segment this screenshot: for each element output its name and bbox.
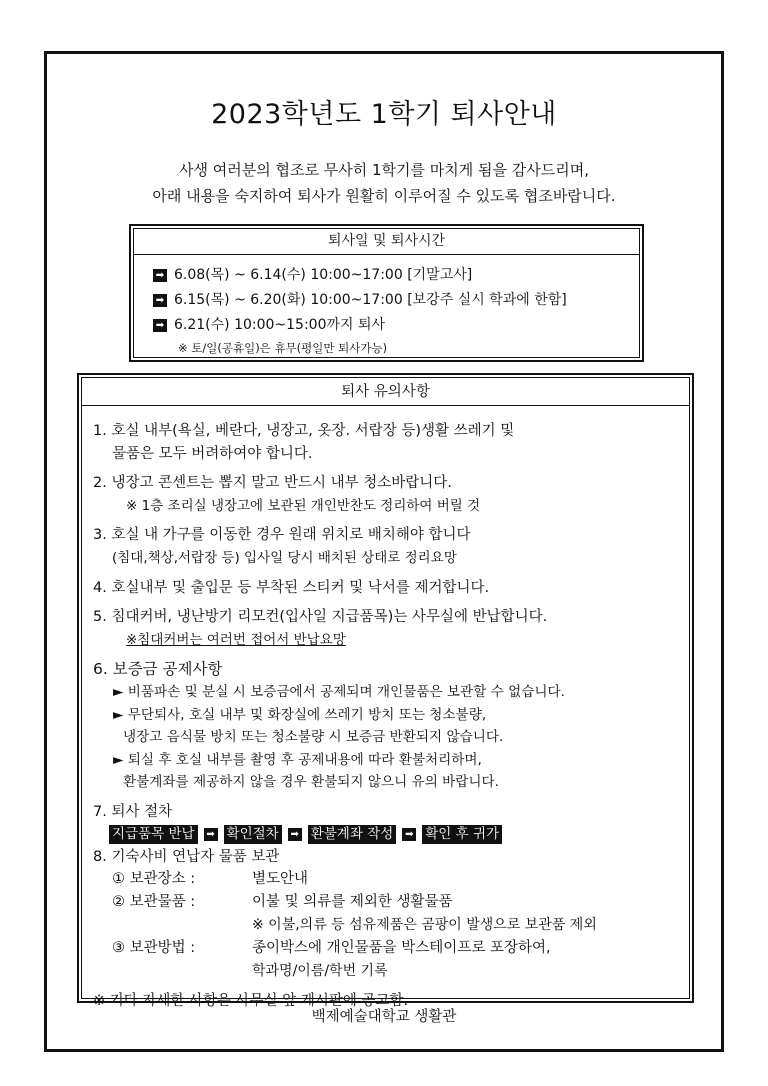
storage-value: 종이박스에 개인물품을 박스테이프로 포장하여,: [252, 940, 551, 957]
arrow-icon: ➡: [204, 828, 218, 841]
notice-item-1-cont: 물품은 모두 버려하여야 합니다.: [112, 445, 313, 462]
schedule-heading: 퇴사일 및 퇴사시간: [134, 229, 639, 255]
deposit-bullet: ► 퇴실 후 호실 내부를 촬영 후 공제내용에 따라 환불처리하며,: [113, 751, 482, 768]
notice-item-2: 2. 냉장고 콘센트는 뽑지 말고 반드시 내부 청소바랍니다.: [93, 475, 452, 492]
step-go-home: 확인 후 귀가: [422, 825, 502, 844]
schedule-row-text: 6.08(목) ~ 6.14(수) 10:00~17:00 [기말고사]: [174, 267, 473, 283]
page-title: 2023학년도 1학기 퇴사안내: [211, 99, 557, 130]
storage-note: 학과명/이름/학번 기록: [252, 963, 388, 980]
schedule-note: ※ 토/일(공휴일)은 휴무(평일만 퇴사가능): [178, 341, 388, 355]
notice-item-5-note: ※침대커버는 여러번 접어서 반납요망: [126, 631, 346, 648]
schedule-row: [153, 288, 639, 313]
intro-line-2: 아래 내용을 숙지하여 퇴사가 원활히 이루어질 수 있도록 협조바랍니다.: [152, 187, 616, 205]
storage-value: 별도안내: [252, 871, 309, 888]
schedule-row-text: 6.21(수) 10:00~15:00까지 퇴사: [174, 317, 386, 333]
arrow-icon: ➡: [402, 828, 416, 841]
intro-text: [47, 157, 721, 209]
storage-note: ※ 이불,의류 등 섬유제품은 곰팡이 발생으로 보관품 제외: [252, 917, 597, 934]
schedule-row-text: 6.15(목) ~ 6.20(화) 10:00~17:00 [보강주 실시 학과에 한함]: [174, 292, 567, 308]
intro-line-1: 사생 여러분의 협조로 무사히 1학기를 마치게 됨을 감사드리며,: [179, 161, 589, 179]
notice-item-7-title: 7. 퇴사 절차: [93, 803, 173, 820]
storage-row: [93, 891, 685, 914]
arrow-icon: ➡: [153, 319, 167, 332]
arrow-icon: ➡: [153, 269, 167, 282]
storage-key: ② 보관물품 :: [112, 894, 196, 911]
checkout-steps: [93, 824, 685, 846]
arrow-icon: ➡: [288, 828, 302, 841]
notice-item-6-title: 6. 보증금 공제사항: [93, 660, 223, 679]
arrow-icon: ➡: [153, 294, 167, 307]
storage-row: [93, 937, 685, 960]
notice-item-4: 4. 호실내부 및 출입문 등 부착된 스티커 및 낙서를 제거합니다.: [93, 579, 490, 596]
notice-heading: 퇴사 유의사항: [82, 378, 689, 406]
storage-row: [93, 868, 685, 891]
notice-item-5: 5. 침대커버, 냉난방기 리모컨(입사일 지급품목)는 사무실에 반납합니다.: [93, 609, 548, 626]
notice-body: [93, 420, 685, 1013]
storage-value: 이불 및 의류를 제외한 생활물품: [252, 894, 453, 911]
schedule-box: [129, 224, 644, 362]
final-note: ※ 기타 자세한 사항은 사무실 앞 게시판에 공고함.: [93, 993, 409, 1010]
storage-key: ① 보관장소 :: [112, 871, 196, 888]
schedule-row: [153, 313, 639, 338]
step-confirm: 확인절차: [224, 825, 282, 844]
step-refund-account: 환불계좌 작성: [308, 825, 397, 844]
deposit-bullet-cont: 환불계좌를 제공하지 않을 경우 환불되지 않으니 유의 바랍니다.: [123, 774, 499, 791]
storage-key: ③ 보관방법 :: [112, 940, 196, 957]
deposit-bullet: ► 무단퇴사, 호실 내부 및 화장실에 쓰레기 방치 또는 청소불량,: [113, 706, 487, 723]
notice-item-2-note: ※ 1층 조리실 냉장고에 보관된 개인반찬도 정리하여 버릴 것: [126, 497, 481, 514]
schedule-list: [134, 255, 639, 358]
notice-item-3: 3. 호실 내 가구를 이동한 경우 원래 위치로 배치해야 합니다: [93, 527, 471, 544]
deposit-bullet-cont: 냉장고 음식물 방치 또는 청소불량 시 보증금 반환되지 않습니다.: [123, 729, 504, 746]
notice-item-8-title: 8. 기숙사비 연납자 물품 보관: [93, 848, 280, 865]
footer-org: 백제예술대학교 생활관: [311, 1009, 457, 1025]
notice-item-1: 1. 호실 내부(욕실, 베란다, 냉장고, 옷장. 서랍장 등)생활 쓰레기 및: [93, 423, 515, 439]
notice-frame: [44, 51, 724, 1052]
schedule-row: [153, 263, 639, 288]
deposit-bullet: ► 비품파손 및 분실 시 보증금에서 공제되며 개인물품은 보관할 수 없습니다.: [113, 683, 565, 700]
notice-box: [77, 373, 694, 1010]
notice-item-3-cont: (침대,책상,서랍장 등) 입사일 당시 배치된 상태로 정리요망: [112, 549, 457, 566]
step-return-items: 지급품목 반납: [109, 825, 198, 844]
